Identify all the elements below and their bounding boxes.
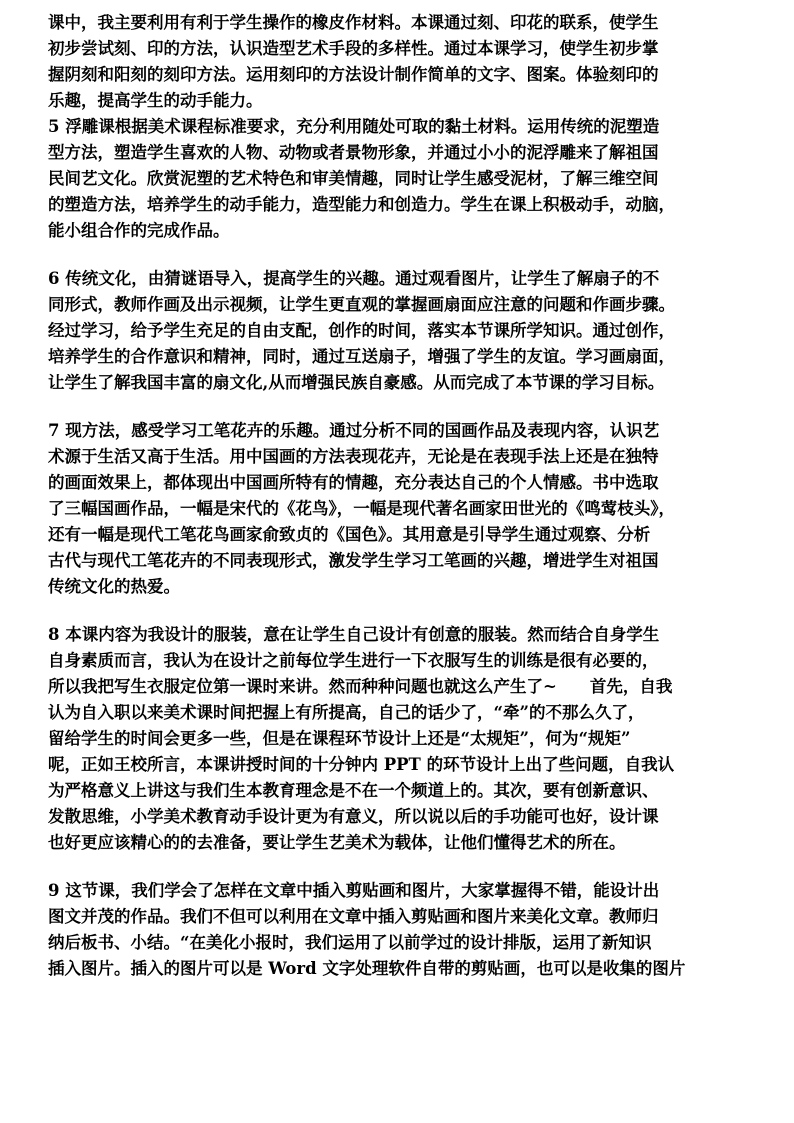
text-line: 初步尝试刻、印的方法，认识造型艺术手段的多样性。通过本课学习，使学生初步掌 xyxy=(48,39,659,58)
text-line: 所以我把写生衣服定位第一课时来讲。然而种种问题也就这么产生了~ 首先，自我 xyxy=(48,677,673,696)
paragraph-7 xyxy=(48,418,760,600)
text-line: 让学生了解我国丰富的扇文化,从而增强民族自豪感。从而完成了本节课的学习目标。 xyxy=(48,373,665,392)
text-line: 自身素质而言，我认为在设计之前每位学生进行一下衣服写生的训练是很有必要的， xyxy=(48,651,659,670)
text-line: 传统文化的热爱。 xyxy=(48,577,180,596)
paragraph-9 xyxy=(48,878,760,982)
paragraph-6 xyxy=(48,266,760,396)
text-line: 5 浮雕课根据美术课程标准要求，充分利用随处可取的黏土材料。运用传统的泥塑造 xyxy=(48,117,660,136)
paragraph-8 xyxy=(48,622,760,856)
text-line: 能小组合作的完成作品。 xyxy=(48,221,230,240)
text-line: 培养学生的合作意识和精神，同时，通过互送扇子，增强了学生的友谊。学习画扇面， xyxy=(48,347,675,366)
text-line: 经过学习，给予学生充足的自由支配，创作的时间，落实本节课所学知识。通过创作， xyxy=(48,321,675,340)
text-line: 7 现方法，感受学习工笔花卉的乐趣。通过分析不同的国画作品及表现内容，认识艺 xyxy=(48,421,660,440)
text-line: 乐趣，提高学生的动手能力。 xyxy=(48,91,263,110)
text-line: 呢，正如王校所言，本课讲授时间的十分钟内 PPT 的环节设计上出了些问题，自我认 xyxy=(48,755,675,774)
text-line: 留给学生的时间会更多一些，但是在课程环节设计上还是“太规矩”，何为“规矩” xyxy=(48,729,631,748)
text-line: 为严格意义上讲这与我们生本教育理念是不在一个频道上的。其次，要有创新意识、 xyxy=(48,781,659,800)
text-line: 发散思维，小学美术教育动手设计更为有意义，所以说以后的手功能可也好，设计课 xyxy=(48,807,659,826)
paragraph-gap xyxy=(48,600,760,622)
text-line: 6 传统文化，由猜谜语导入，提高学生的兴趣。通过观看图片，让学生了解扇子的不 xyxy=(48,269,660,288)
text-line: 了三幅国画作品，一幅是宋代的《花鸟》，一幅是现代著名画家田世光的《鸣莺枝头》， xyxy=(48,499,675,518)
text-line: 民间艺文化。欣赏泥塑的艺术特色和审美情趣，同时让学生感受泥材，了解三维空间 xyxy=(48,169,659,188)
paragraph-gap xyxy=(48,396,760,418)
text-line: 的画面效果上，都体现出中国画所特有的情趣，充分表达自己的个人情感。书中选取 xyxy=(48,473,659,492)
text-line: 同形式，教师作画及出示视频，让学生更直观的掌握画扇面应注意的问题和作画步骤。 xyxy=(48,295,675,314)
text-line: 9 这节课，我们学会了怎样在文章中插入剪贴画和图片，大家掌握得不错，能设计出 xyxy=(48,881,660,900)
text-line: 的塑造方法，培养学生的动手能力，造型能力和创造力。学生在课上积极动手，动脑， xyxy=(48,195,675,214)
document-page xyxy=(48,10,760,982)
text-line: 古代与现代工笔花卉的不同表现形式，激发学生学习工笔画的兴趣，增进学生对祖国 xyxy=(48,551,659,570)
text-line: 8 本课内容为我设计的服装，意在让学生自己设计有创意的服装。然而结合自身学生 xyxy=(48,625,660,644)
paragraph-gap xyxy=(48,856,760,878)
text-line: 还有一幅是现代工笔花鸟画家俞致贞的《国色》。其用意是引导学生通过观察、分析 xyxy=(48,525,651,544)
text-line: 课中，我主要利用有利于学生操作的橡皮作材料。本课通过刻、印花的联系，使学生 xyxy=(48,13,659,32)
paragraph-gap xyxy=(48,244,760,266)
text-line: 也好更应该精心的的去准备，要让学生艺美术为载体，让他们懂得艺术的所在。 xyxy=(48,833,626,852)
text-line: 纳后板书、小结。“在美化小报时，我们运用了以前学过的设计排版，运用了新知识 xyxy=(48,933,652,952)
text-line: 认为自入职以来美术课时间把握上有所提高，自己的话少了，“牵”的不那么久了， xyxy=(48,703,645,722)
paragraph-5 xyxy=(48,114,760,244)
text-line: 术源于生活又高于生活。用中国画的方法表现花卉，无论是在表现手法上还是在独特 xyxy=(48,447,659,466)
text-line: 握阴刻和阳刻的刻印方法。运用刻印的方法设计制作简单的文字、图案。体验刻印的 xyxy=(48,65,659,84)
text-line: 型方法，塑造学生喜欢的人物、动物或者景物形象，并通过小小的泥浮雕来了解祖国 xyxy=(48,143,659,162)
paragraph-4-continued xyxy=(48,10,760,114)
text-line: 插入图片。插入的图片可以是 Word 文字处理软件自带的剪贴画，也可以是收集的图片 xyxy=(48,959,686,978)
text-line: 图文并茂的作品。我们不但可以利用在文章中插入剪贴画和图片来美化文章。教师归 xyxy=(48,907,659,926)
